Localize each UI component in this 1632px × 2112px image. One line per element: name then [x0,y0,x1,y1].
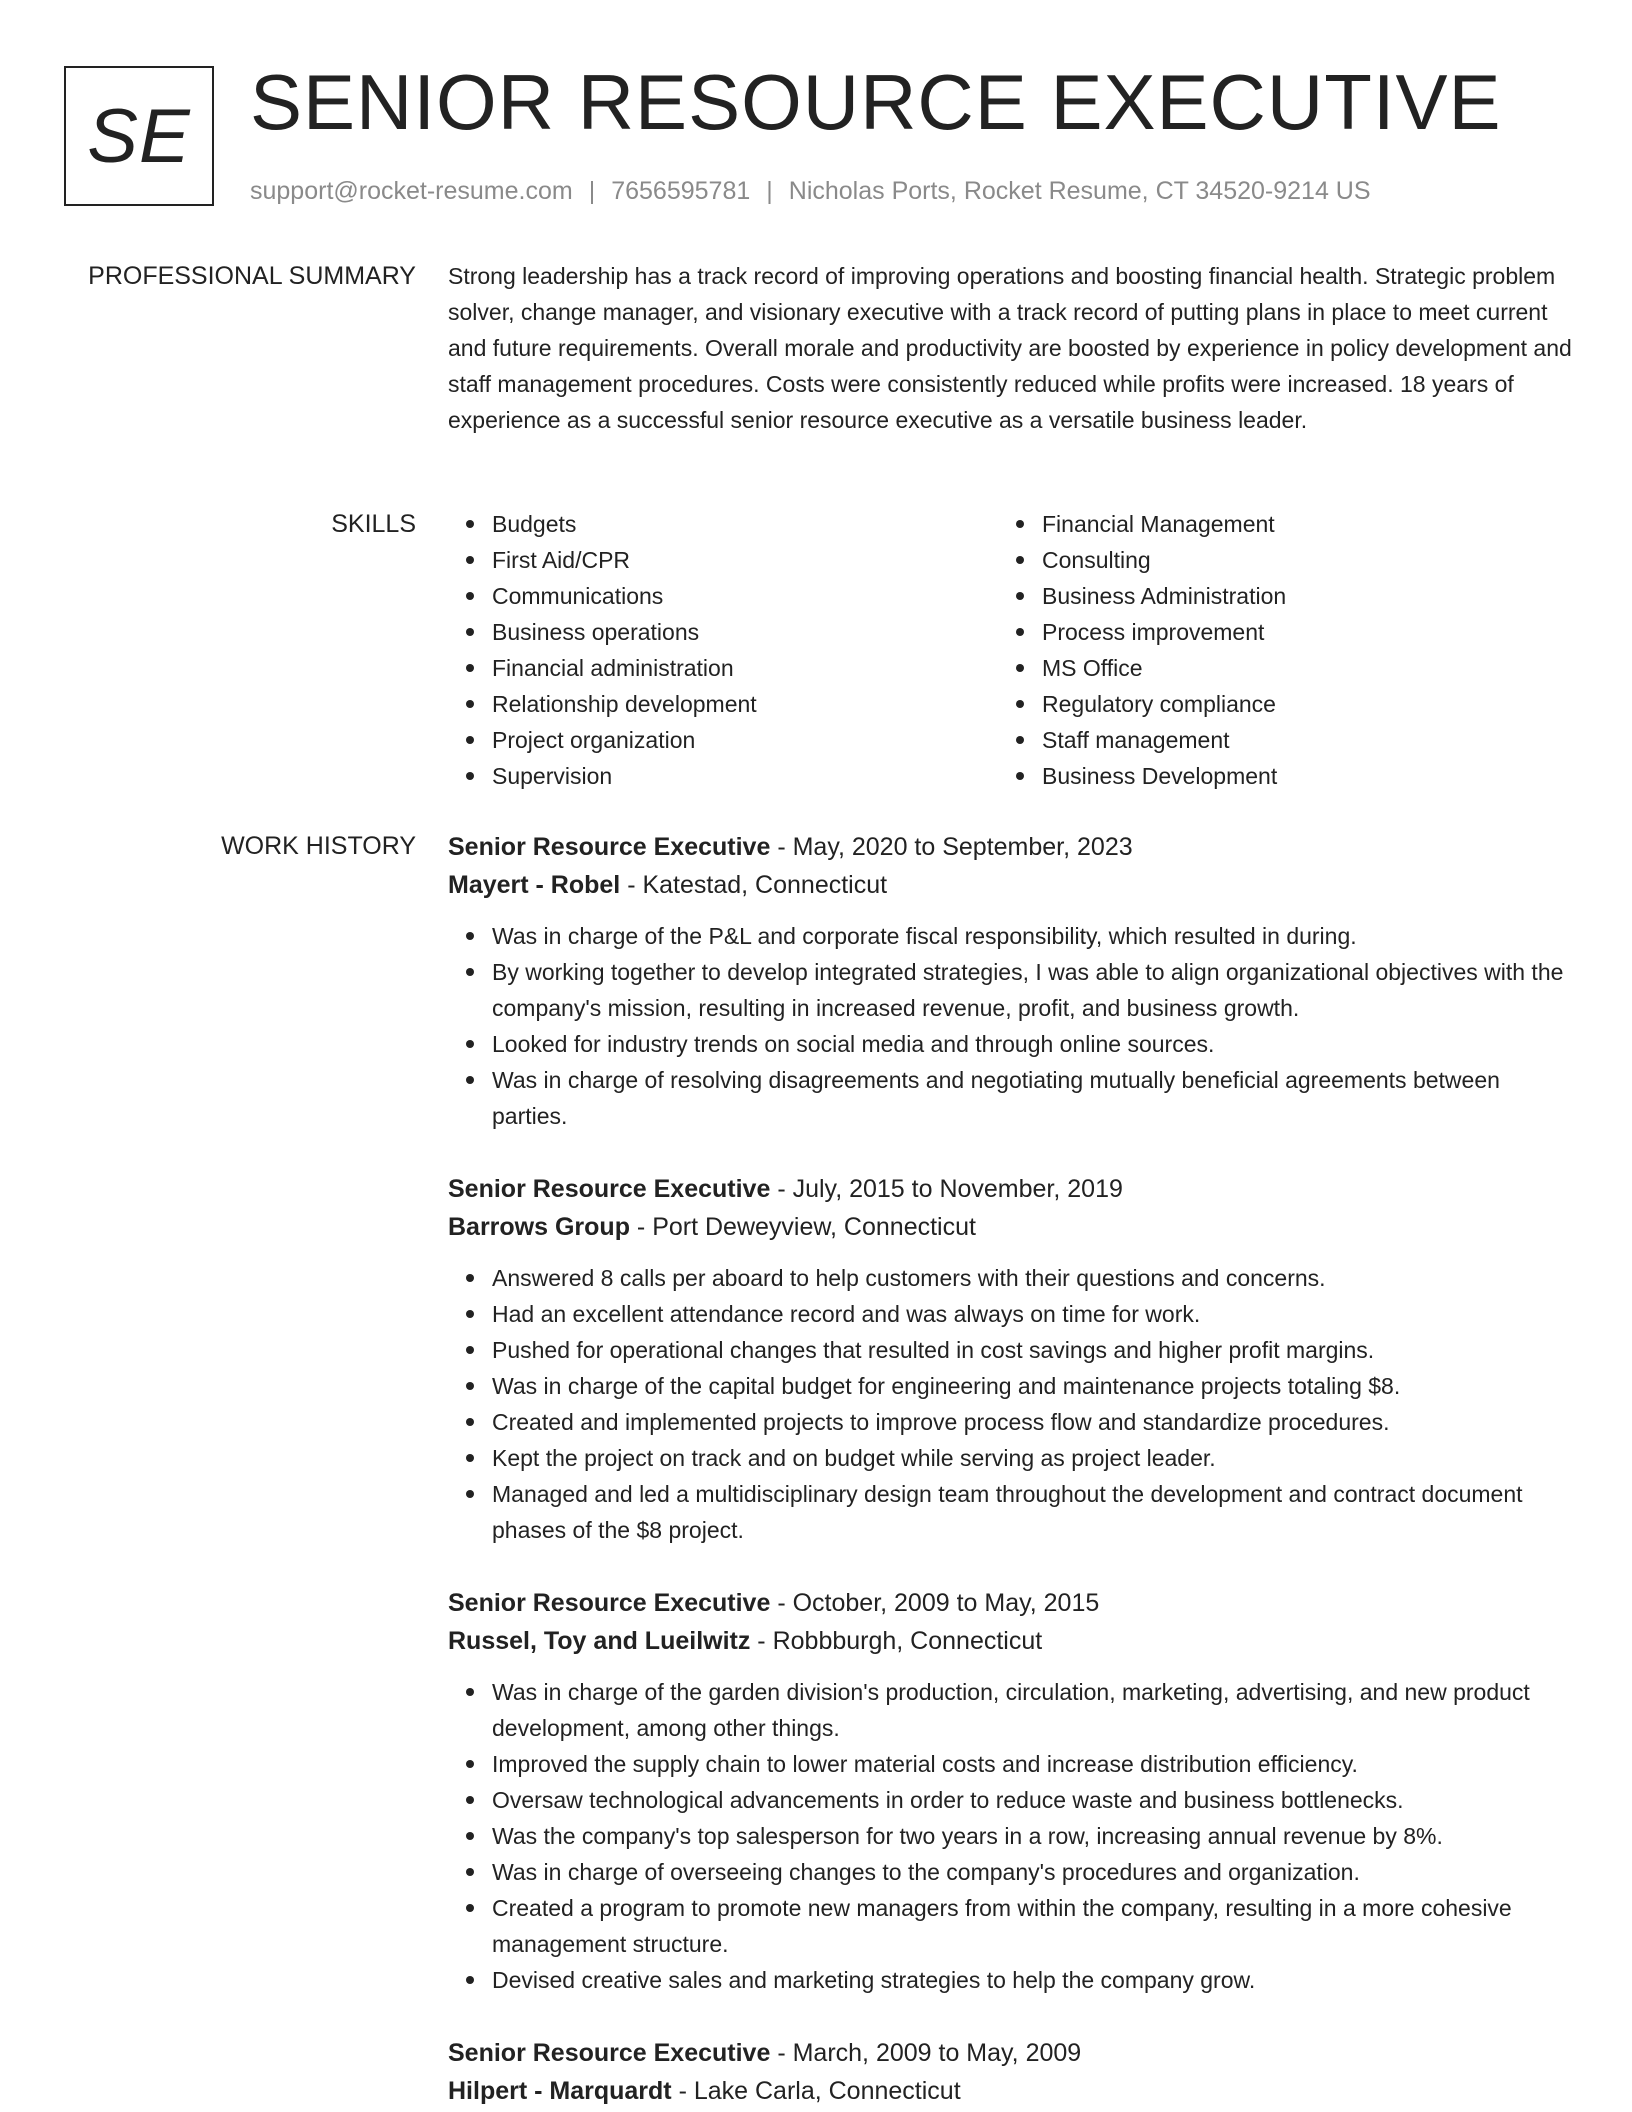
job-bullet: Improved the supply chain to lower material costs and increase distribution efficiency. [492,1746,1572,1782]
job-bullet: Managed and led a multidisciplinary design team throughout the development and contract document phases of the $8 project. [492,1476,1572,1548]
skills-column-left [448,506,998,794]
job-bullet: Was in charge of the P&L and corporate fiscal responsibility, which resulted in during. [492,918,1572,954]
skill-item: Supervision [492,758,998,794]
job-location: - Robbburgh, Connecticut [750,1627,1043,1655]
section-label-summary: PROFESSIONAL SUMMARY [88,262,416,290]
contact-line [250,174,1371,208]
job-bullet: Was in charge of overseeing changes to the company's procedures and organization. [492,1854,1572,1890]
job-location: - Katestad, Connecticut [620,871,888,899]
contact-address: Nicholas Ports, Rocket Resume, CT 34520-9214 US [788,177,1371,205]
contact-email: support@rocket-resume.com [250,177,573,205]
job-dates: - July, 2015 to November, 2019 [770,1175,1123,1203]
job-company-line [448,1622,1572,1660]
job-title: Senior Resource Executive [448,1175,771,1203]
work-history-list [448,828,1572,2112]
job-bullet: Was in charge of the capital budget for engineering and maintenance projects totaling $8. [492,1368,1572,1404]
job-company-line [448,2072,1572,2110]
job-company: Hilpert - Marquardt [448,2077,672,2105]
job-entry [448,2034,1572,2110]
skill-item: Financial Management [1042,506,1548,542]
skill-item: Business Development [1042,758,1548,794]
job-entry [448,1170,1572,1548]
skill-item: Consulting [1042,542,1548,578]
skill-item: Staff management [1042,722,1548,758]
contact-separator: | [588,177,596,205]
job-bullets [448,1260,1572,1548]
monogram: SE [64,66,214,206]
section-label-work-history: WORK HISTORY [221,832,416,860]
skill-item: Project organization [492,722,998,758]
job-title-line [448,828,1572,866]
job-company: Mayert - Robel [448,871,621,899]
skills-grid [448,506,1572,794]
job-bullet: Created and implemented projects to improve process flow and standardize procedures. [492,1404,1572,1440]
job-company: Barrows Group [448,1213,630,1241]
job-bullet: Was in charge of resolving disagreements and negotiating mutually beneficial agreements between parties. [492,1062,1572,1134]
skill-item: Business Administration [1042,578,1548,614]
skill-item: Relationship development [492,686,998,722]
job-company: Russel, Toy and Lueilwitz [448,1627,751,1655]
job-bullet: Devised creative sales and marketing strategies to help the company grow. [492,1962,1572,1998]
job-dates: - March, 2009 to May, 2009 [770,2039,1082,2067]
skill-item: Business operations [492,614,998,650]
contact-phone: 7656595781 [611,177,751,205]
job-bullets [448,918,1572,1134]
skill-item: First Aid/CPR [492,542,998,578]
skill-item: Financial administration [492,650,998,686]
skill-item: Communications [492,578,998,614]
job-bullet: Was the company's top salesperson for two years in a row, increasing annual revenue by 8%. [492,1818,1572,1854]
job-bullet: By working together to develop integrated strategies, I was able to align organizational objectives with the company's mission, resulting in increased revenue, profit, and business growth. [492,954,1572,1026]
job-bullets [448,1674,1572,1998]
job-title-line [448,1170,1572,1208]
skill-item: Budgets [492,506,998,542]
job-bullet: Answered 8 calls per aboard to help customers with their questions and concerns. [492,1260,1572,1296]
job-location: - Lake Carla, Connecticut [671,2077,961,2105]
job-location: - Port Deweyview, Connecticut [629,1213,976,1241]
job-bullet: Was in charge of the garden division's production, circulation, marketing, advertising, and new product development, among other things. [492,1674,1572,1746]
skill-item: MS Office [1042,650,1548,686]
job-title-line [448,1584,1572,1622]
job-dates: - October, 2009 to May, 2015 [770,1589,1100,1617]
job-entry [448,828,1572,1134]
page-title: SENIOR RESOURCE EXECUTIVE [250,58,1502,146]
contact-separator: | [766,177,773,205]
skills-column-right [998,506,1548,794]
job-company-line [448,1208,1572,1246]
job-bullet: Created a program to promote new managers from within the company, resulting in a more cohesive management structure. [492,1890,1572,1962]
job-entry [448,1584,1572,1998]
skill-item: Regulatory compliance [1042,686,1548,722]
job-company-line [448,866,1572,904]
job-title: Senior Resource Executive [448,2039,771,2067]
job-title: Senior Resource Executive [448,1589,771,1617]
job-dates: - May, 2020 to September, 2023 [770,833,1133,861]
job-bullet: Kept the project on track and on budget while serving as project leader. [492,1440,1572,1476]
summary-text: Strong leadership has a track record of improving operations and boosting financial health. Strategic problem solver, change manager, and visionary executive with a track record of putting plans in place to meet current and future requirements. Overall morale and productivity are boosted by experience in policy development and staff management procedures. Costs were consistently reduced while profits were increased. 18 years of experience as a successful senior resource executive as a versatile business leader. [448,263,1572,433]
job-title: Senior Resource Executive [448,833,771,861]
job-bullet: Had an excellent attendance record and was always on time for work. [492,1296,1572,1332]
section-label-skills: SKILLS [331,510,416,538]
job-bullet: Pushed for operational changes that resulted in cost savings and higher profit margins. [492,1332,1572,1368]
job-bullet: Oversaw technological advancements in order to reduce waste and business bottlenecks. [492,1782,1572,1818]
job-bullet: Looked for industry trends on social media and through online sources. [492,1026,1572,1062]
job-title-line [448,2034,1572,2072]
skill-item: Process improvement [1042,614,1548,650]
